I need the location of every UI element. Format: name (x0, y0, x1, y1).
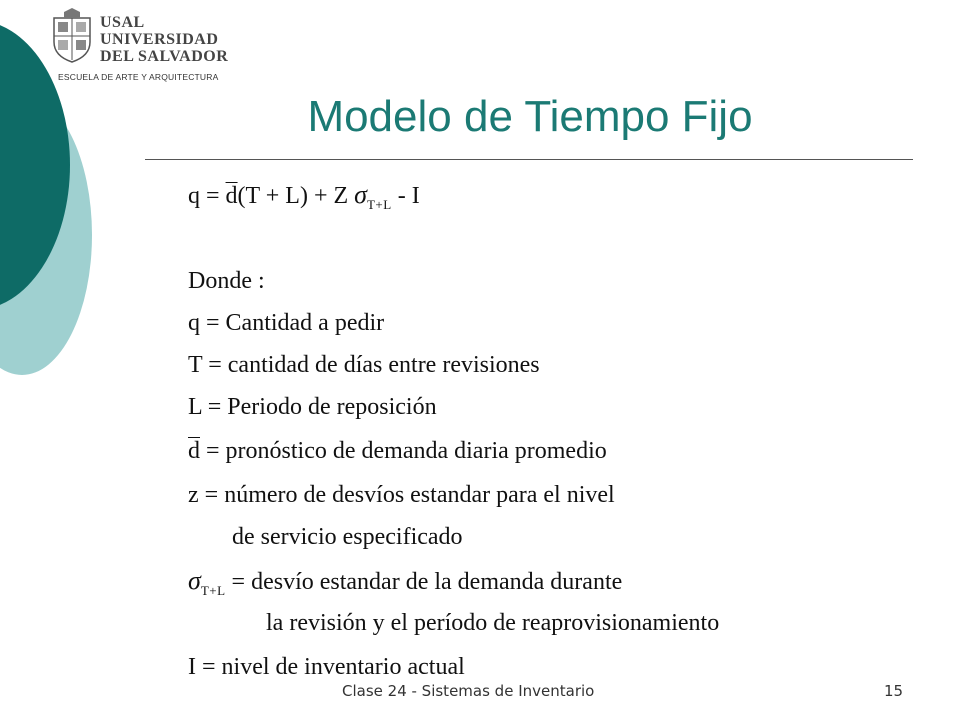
definition-sigma-line2: la revisión y el período de reaprovisionamiento (266, 610, 720, 636)
logo-line-2: UNIVERSIDAD (100, 31, 219, 48)
definition-sigma-subscript: T+L (200, 583, 226, 598)
formula-sigma: σ (354, 180, 367, 209)
university-shield-icon (50, 8, 94, 64)
definition-d-symbol: $\overline{d}$ (188, 438, 200, 464)
definition-q: q = Cantidad a pedir (188, 310, 385, 336)
definition-z-line2: de servicio especificado (232, 524, 463, 550)
logo-text (100, 14, 228, 65)
university-logo (50, 6, 240, 86)
definition-z-line1: z = número de desvíos estandar para el nivel (188, 482, 615, 508)
slide-title: Modelo de Tiempo Fijo (307, 92, 753, 141)
logo-subtitle: ESCUELA DE ARTE Y ARQUITECTURA (58, 72, 219, 82)
definition-L: L = Periodo de reposición (188, 394, 437, 420)
definition-sigma-line1 (188, 566, 622, 596)
definition-d-text: = pronóstico de demanda diaria promedio (200, 438, 607, 464)
definition-sigma-text: = desvío estandar de la demanda durante (225, 569, 623, 595)
formula-part-c: - I (391, 183, 420, 209)
formula-sigma-subscript: T+L (366, 197, 392, 212)
formula-part-b: (T + L) + Z (237, 183, 355, 209)
page-number: 15 (884, 682, 904, 700)
footer-text: Clase 24 - Sistemas de Inventario (342, 682, 595, 700)
definition-donde: Donde : (188, 268, 265, 294)
title-divider (145, 159, 913, 160)
formula (188, 180, 420, 210)
definition-T: T = cantidad de días entre revisiones (188, 352, 540, 378)
formula-part-a: q = (188, 183, 226, 209)
definition-d (188, 438, 607, 465)
logo-line-1: USAL (100, 14, 145, 31)
logo-line-3: DEL SALVADOR (100, 48, 229, 65)
definition-I: I = nivel de inventario actual (188, 654, 465, 680)
definition-sigma-symbol: σ (188, 566, 201, 595)
formula-d-bar: $\overline{d}$ (225, 183, 238, 209)
